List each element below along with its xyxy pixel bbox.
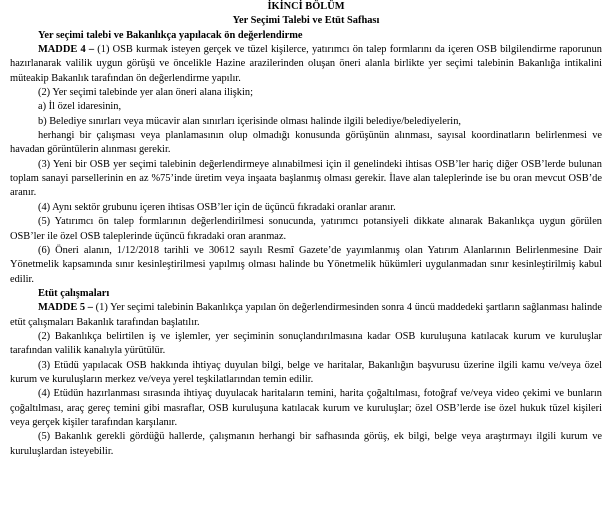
madde5-label: MADDE 5 – (38, 302, 93, 314)
madde4-paragraph-6: (6) Öneri alanın, 1/12/2018 tarihli ve 30612 sayılı Resmî Gazete’de yayımlanmış olan Yatırım Alanlarının Belirlenmesine Dair Yönetmelik kapsamında sınır kesinleştirilmesi yapılmış olması halinde bu Yönetmelik hükümleri uygulanmadan sınır kesinleştirilmiş kabul edilir. (10, 244, 602, 285)
chapter-title: İKİNCİ BÖLÜM (267, 1, 345, 12)
madde5-p1-text: (1) Yer seçimi talebinin Bakanlıkça yapılan ön değerlendirmesinden sonra 4 üncü maddedeki şartların sağlanması halinde etüt çalışmaları Bakanlık tarafından başlatılır. (10, 302, 602, 328)
madde5-paragraph-3: (3) Etüdü yapılacak OSB hakkında ihtiyaç duyulan bilgi, belge ve haritalar, Bakanlığın başvurusu üzerine ilgili kamu ve/veya özel kurum ve kuruluşların merkez ve/veya yerel teşkilatlarından temin edilir. (10, 359, 602, 385)
madde4-item-b: b) Belediye sınırları veya mücavir alan sınırları içerisinde olması halinde ilgili belediye/belediyelerin, (38, 115, 461, 127)
madde4-label: MADDE 4 – (38, 44, 95, 56)
section-title: Yer Seçimi Talebi ve Etüt Safhası (232, 15, 380, 27)
madde5-paragraph-4: (4) Etüdün hazırlanması sırasında ihtiyaç duyulacak haritaların temini, harita çoğaltılması, fotoğraf ve/veya video çekimi ve bunların çoğaltılması, araç gereç temini gibi masraflar, OSB kuruluşuna katılacak kurum ve kuruluşlar; özel OSB’lerde ise özel hukuk tüzel kişileri veya gerçek kişiler tarafından karşılanır. (10, 388, 602, 428)
madde5-paragraph-2: (2) Bakanlıkça belirtilen iş ve işlemler, yer seçiminin sonuçlandırılmasına kadar OSB kuruluşuna katılacak kurum ve kuruluşlar tarafından valilik kanalıyla yürütülür. (10, 330, 602, 357)
subsection-title-1: Yer seçimi talebi ve Bakanlıkça yapılacak ön değerlendirme (38, 29, 303, 41)
madde4-paragraph-5: (5) Yatırımcı ön talep formlarının değerlendirilmesi sonucunda, yatırımcı potansiyeli dikkate alınarak Bakanlıkça uygun görülen OSB’ler ile özel OSB taleplerinde üçüncü fıkradaki oran aranmaz. (10, 216, 602, 242)
madde4-paragraph-1 (10, 43, 602, 86)
madde4-p1-text: (1) OSB kurmak isteyen gerçek ve tüzel kişilerce, yatırımcı ön talep formlarını da içeren OSB bilgilendirme raporunun hazırlanarak valilik uygun görüşü ve öncelikle Hazine arazilerinden oluşan öneri alanla birlikte yer seçimi talebinin Bakanlığa intikalini müteakip Bakanlık tarafından ön değerlendirme yapılır. (10, 44, 602, 84)
madde4-paragraph-2: (2) Yer seçimi talebinde yer alan öneri alana ilişkin; (38, 87, 253, 99)
madde5-paragraph-1 (10, 301, 602, 330)
madde4-paragraph-3: (3) Yeni bir OSB yer seçimi talebinin değerlendirmeye alınabilmesi için il genelindeki ihtisas OSB’ler hariç diğer OSB’lerde bulunan toplam sanayi parsellerinin en az %75’inde üretim veya inşaata başlanmış olması gerekir. İlave alan taleplerinde ise bu oran mevcut OSB’de aranır. (10, 158, 602, 199)
madde4-paragraph-4: (4) Aynı sektör grubunu içeren ihtisas OSB’ler için de üçüncü fıkradaki oranlar aranır. (38, 201, 396, 213)
madde4-item-c: herhangi bir çalışması veya planlamasının olup olmadığı konusunda görüşünün alınması, sayısal koordinatların belirlenmesi ve havadan görüntülerin alınması gerekir. (10, 130, 602, 156)
madde5-paragraph-5: (5) Bakanlık gerekli gördüğü hallerde, çalışmanın herhangi bir safhasında görüş, ek bilgi, belge veya araştırmayı ilgili kurum ve kuruluşlardan isteyebilir. (10, 431, 602, 457)
madde4-item-a: a) İl özel idaresinin, (38, 101, 122, 113)
subsection-title-2: Etüt çalışmaları (38, 287, 110, 299)
